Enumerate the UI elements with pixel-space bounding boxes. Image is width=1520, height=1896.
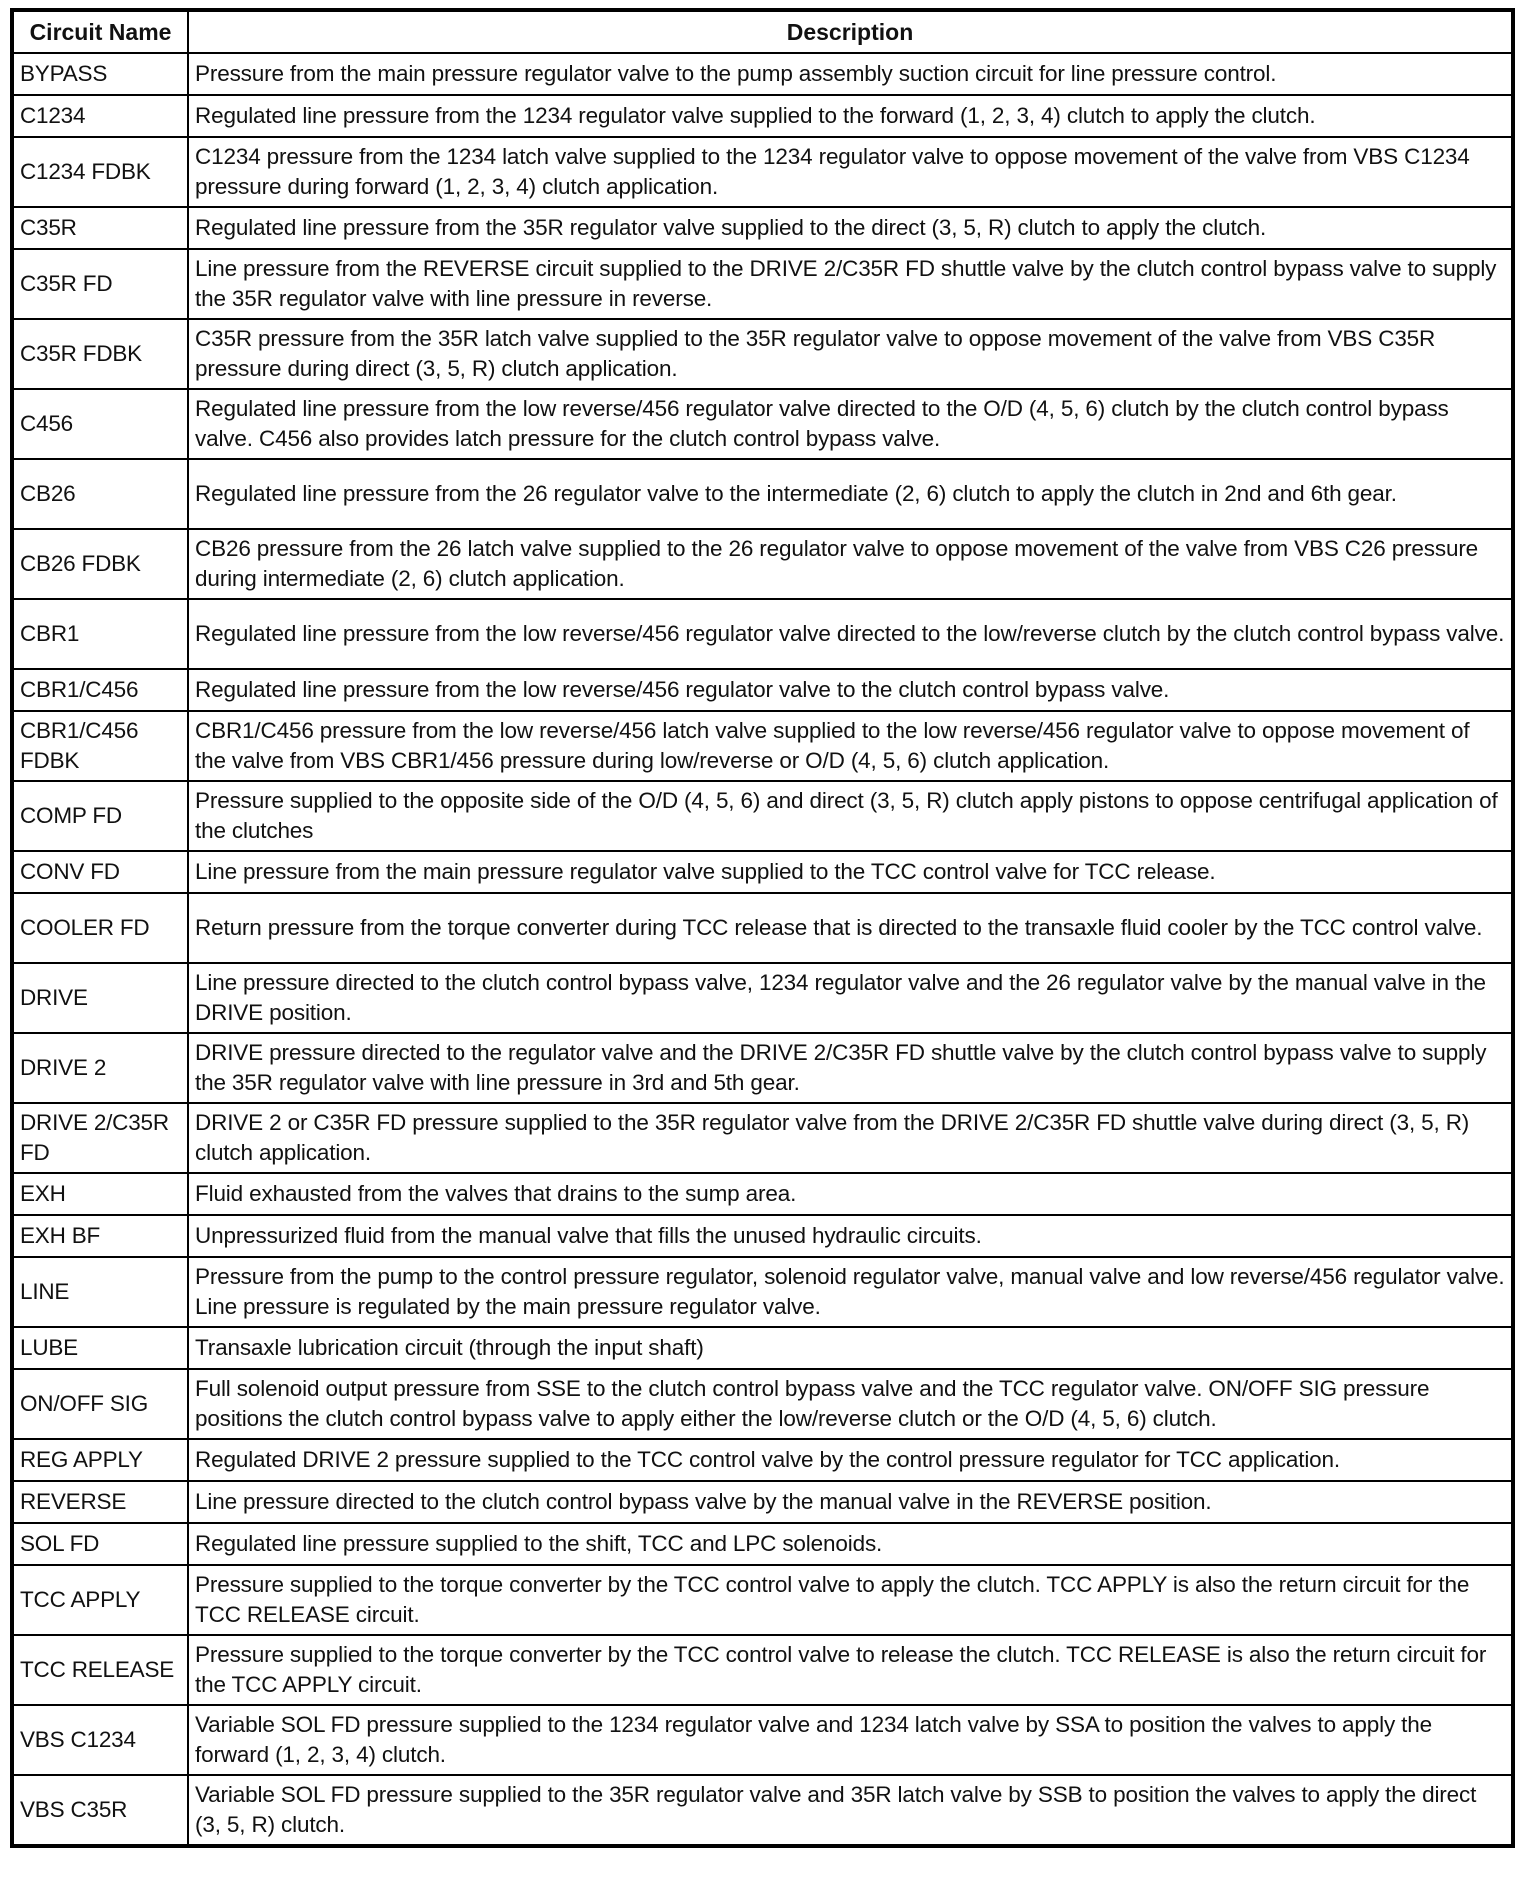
circuit-description-document: [10, 8, 1511, 1848]
description-cell: Regulated line pressure from the low reverse/456 regulator valve directed to the O/D (4, 5, 6) clutch by the clutch control bypass valve. C456 also provides latch pressure for the clutch control bypass valve.: [188, 389, 1513, 459]
description-cell: Regulated line pressure supplied to the shift, TCC and LPC solenoids.: [188, 1523, 1513, 1565]
header-circuit-name: Circuit Name: [12, 10, 188, 53]
circuit-name-cell: CBR1: [12, 599, 188, 669]
description-cell: Regulated DRIVE 2 pressure supplied to the TCC control valve by the control pressure regulator for TCC application.: [188, 1439, 1513, 1481]
circuit-name-cell: BYPASS: [12, 53, 188, 95]
circuit-name-cell: CBR1/C456: [12, 669, 188, 711]
circuit-name-cell: C1234: [12, 95, 188, 137]
table-row: [12, 1327, 1513, 1369]
header-description: Description: [188, 10, 1513, 53]
table-row: [12, 1215, 1513, 1257]
table-row: [12, 1523, 1513, 1565]
table-row: [12, 1565, 1513, 1635]
description-cell: Line pressure directed to the clutch control bypass valve by the manual valve in the REVERSE position.: [188, 1481, 1513, 1523]
description-cell: Line pressure from the REVERSE circuit supplied to the DRIVE 2/C35R FD shuttle valve by the clutch control bypass valve to supply the 35R regulator valve with line pressure in reverse.: [188, 249, 1513, 319]
circuit-name-cell: COMP FD: [12, 781, 188, 851]
description-cell: DRIVE 2 or C35R FD pressure supplied to the 35R regulator valve from the DRIVE 2/C35R FD shuttle valve during direct (3, 5, R) clutch application.: [188, 1103, 1513, 1173]
description-cell: CBR1/C456 pressure from the low reverse/456 latch valve supplied to the low reverse/456 regulator valve to oppose movement of the valve from VBS CBR1/456 pressure during low/reverse or O/D (4, 5, 6) clutch application.: [188, 711, 1513, 781]
table-row: [12, 389, 1513, 459]
circuit-name-cell: REG APPLY: [12, 1439, 188, 1481]
circuit-name-cell: VBS C1234: [12, 1705, 188, 1775]
description-cell: Regulated line pressure from the 35R regulator valve supplied to the direct (3, 5, R) clutch to apply the clutch.: [188, 207, 1513, 249]
circuit-name-cell: DRIVE 2: [12, 1033, 188, 1103]
circuit-name-cell: LINE: [12, 1257, 188, 1327]
circuit-name-cell: LUBE: [12, 1327, 188, 1369]
description-cell: Pressure from the main pressure regulator valve to the pump assembly suction circuit for line pressure control.: [188, 53, 1513, 95]
table-row: [12, 137, 1513, 207]
table-row: [12, 851, 1513, 893]
description-cell: Regulated line pressure from the low reverse/456 regulator valve to the clutch control bypass valve.: [188, 669, 1513, 711]
circuit-name-cell: SOL FD: [12, 1523, 188, 1565]
circuit-name-cell: C456: [12, 389, 188, 459]
table-row: [12, 529, 1513, 599]
table-row: [12, 711, 1513, 781]
circuit-name-cell: TCC RELEASE: [12, 1635, 188, 1705]
description-cell: Regulated line pressure from the 26 regulator valve to the intermediate (2, 6) clutch to apply the clutch in 2nd and 6th gear.: [188, 459, 1513, 529]
description-cell: Pressure supplied to the torque converter by the TCC control valve to apply the clutch. TCC APPLY is also the return circuit for the TCC RELEASE circuit.: [188, 1565, 1513, 1635]
table-row: [12, 1369, 1513, 1439]
circuit-name-cell: CB26: [12, 459, 188, 529]
circuit-name-cell: TCC APPLY: [12, 1565, 188, 1635]
circuit-name-cell: ON/OFF SIG: [12, 1369, 188, 1439]
table-row: [12, 249, 1513, 319]
description-cell: Pressure supplied to the opposite side of the O/D (4, 5, 6) and direct (3, 5, R) clutch apply pistons to oppose centrifugal application of the clutches: [188, 781, 1513, 851]
table-row: [12, 1103, 1513, 1173]
description-cell: Line pressure from the main pressure regulator valve supplied to the TCC control valve for TCC release.: [188, 851, 1513, 893]
table-row: [12, 459, 1513, 529]
table-row: [12, 1481, 1513, 1523]
circuit-name-cell: CB26 FDBK: [12, 529, 188, 599]
circuit-name-cell: VBS C35R: [12, 1775, 188, 1846]
description-cell: Fluid exhausted from the valves that drains to the sump area.: [188, 1173, 1513, 1215]
table-row: [12, 1635, 1513, 1705]
circuit-name-cell: REVERSE: [12, 1481, 188, 1523]
table-row: [12, 319, 1513, 389]
description-cell: Pressure from the pump to the control pressure regulator, solenoid regulator valve, manual valve and low reverse/456 regulator valve. Line pressure is regulated by the main pressure regulator valve.: [188, 1257, 1513, 1327]
table-row: [12, 1439, 1513, 1481]
table-row: [12, 207, 1513, 249]
table-row: [12, 599, 1513, 669]
circuit-name-cell: C35R FDBK: [12, 319, 188, 389]
table-row: [12, 781, 1513, 851]
description-cell: Transaxle lubrication circuit (through the input shaft): [188, 1327, 1513, 1369]
description-cell: Line pressure directed to the clutch control bypass valve, 1234 regulator valve and the 26 regulator valve by the manual valve in the DRIVE position.: [188, 963, 1513, 1033]
table-row: [12, 1775, 1513, 1846]
description-cell: C1234 pressure from the 1234 latch valve supplied to the 1234 regulator valve to oppose movement of the valve from VBS C1234 pressure during forward (1, 2, 3, 4) clutch application.: [188, 137, 1513, 207]
circuit-name-cell: COOLER FD: [12, 893, 188, 963]
description-cell: DRIVE pressure directed to the regulator valve and the DRIVE 2/C35R FD shuttle valve by the clutch control bypass valve to supply the 35R regulator valve with line pressure in 3rd and 5th gear.: [188, 1033, 1513, 1103]
circuit-name-cell: C1234 FDBK: [12, 137, 188, 207]
description-cell: Regulated line pressure from the low reverse/456 regulator valve directed to the low/reverse clutch by the clutch control bypass valve.: [188, 599, 1513, 669]
table-row: [12, 1257, 1513, 1327]
description-cell: Variable SOL FD pressure supplied to the 1234 regulator valve and 1234 latch valve by SSA to position the valves to apply the forward (1, 2, 3, 4) clutch.: [188, 1705, 1513, 1775]
description-cell: Pressure supplied to the torque converter by the TCC control valve to release the clutch. TCC RELEASE is also the return circuit for the TCC APPLY circuit.: [188, 1635, 1513, 1705]
description-cell: Variable SOL FD pressure supplied to the 35R regulator valve and 35R latch valve by SSB to position the valves to apply the direct (3, 5, R) clutch.: [188, 1775, 1513, 1846]
circuit-name-cell: DRIVE 2/C35R FD: [12, 1103, 188, 1173]
description-cell: Unpressurized fluid from the manual valve that fills the unused hydraulic circuits.: [188, 1215, 1513, 1257]
circuit-name-cell: C35R: [12, 207, 188, 249]
table-row: [12, 963, 1513, 1033]
circuit-name-cell: DRIVE: [12, 963, 188, 1033]
circuit-name-cell: C35R FD: [12, 249, 188, 319]
circuit-table: [10, 8, 1515, 1848]
table-row: [12, 1033, 1513, 1103]
circuit-name-cell: EXH: [12, 1173, 188, 1215]
table-row: [12, 95, 1513, 137]
circuit-name-cell: CBR1/C456 FDBK: [12, 711, 188, 781]
description-cell: Return pressure from the torque converter during TCC release that is directed to the transaxle fluid cooler by the TCC control valve.: [188, 893, 1513, 963]
table-row: [12, 53, 1513, 95]
description-cell: C35R pressure from the 35R latch valve supplied to the 35R regulator valve to oppose movement of the valve from VBS C35R pressure during direct (3, 5, R) clutch application.: [188, 319, 1513, 389]
table-body: [12, 53, 1513, 1846]
table-row: [12, 669, 1513, 711]
header-row: [12, 10, 1513, 53]
table-row: [12, 1705, 1513, 1775]
table-row: [12, 893, 1513, 963]
description-cell: Full solenoid output pressure from SSE to the clutch control bypass valve and the TCC regulator valve. ON/OFF SIG pressure positions the clutch control bypass valve to apply either the low/reverse clutch or the O/D (4, 5, 6) clutch.: [188, 1369, 1513, 1439]
table-row: [12, 1173, 1513, 1215]
circuit-name-cell: EXH BF: [12, 1215, 188, 1257]
description-cell: CB26 pressure from the 26 latch valve supplied to the 26 regulator valve to oppose movement of the valve from VBS C26 pressure during intermediate (2, 6) clutch application.: [188, 529, 1513, 599]
circuit-name-cell: CONV FD: [12, 851, 188, 893]
description-cell: Regulated line pressure from the 1234 regulator valve supplied to the forward (1, 2, 3, 4) clutch to apply the clutch.: [188, 95, 1513, 137]
